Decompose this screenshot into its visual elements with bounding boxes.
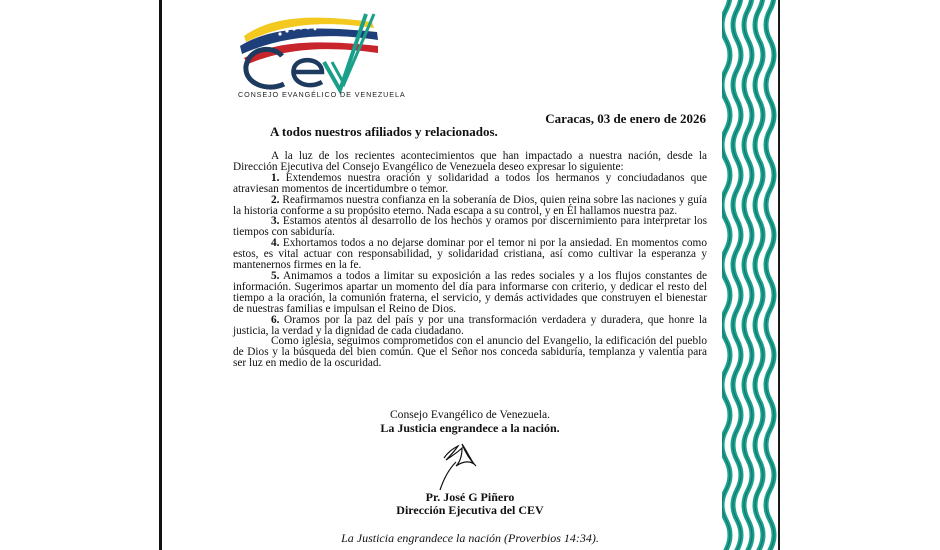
point-4 bbox=[233, 238, 707, 271]
organization-name: CONSEJO EVANGÉLICO DE VENEZUELA bbox=[238, 90, 406, 99]
signatory-role: Dirección Ejecutiva del CEV bbox=[396, 503, 544, 517]
point-number: 1. bbox=[271, 171, 280, 184]
closing-motto: La Justicia engrandece a la nación. bbox=[380, 421, 560, 435]
footer-verse: La Justicia engrandece la nación (Proverbios 14:34). bbox=[341, 531, 599, 545]
conclusion-paragraph: Como iglesia, seguimos comprometidos con el anuncio del Evangelio, la edificación del pueblo de Dios y la búsqueda del bien común. Que el Señor nos conceda sabiduría, templanza y valentía para ser luz en medio de la oscuridad. bbox=[233, 335, 707, 370]
point-number: 4. bbox=[271, 237, 280, 250]
point-number: 6. bbox=[271, 313, 280, 326]
logo-letter-e bbox=[293, 60, 322, 85]
signatory-name: Pr. José G Piñero bbox=[425, 490, 515, 504]
point-number: 5. bbox=[271, 269, 280, 282]
point-number: 2. bbox=[271, 193, 280, 206]
point-1 bbox=[233, 173, 707, 195]
point-text: Extendemos nuestra oración y solidaridad a todos los hermanos y conciudadanos que atraviesan momentos de incertidumbre o temor. bbox=[233, 171, 707, 195]
letter-body bbox=[233, 151, 707, 369]
intro-paragraph: A la luz de los recientes acontecimientos que han impactado a nuestra nación, desde la Dirección Ejecutiva del Consejo Evangélico de Venezuela deseo expresar lo siguiente: bbox=[233, 150, 707, 173]
letter-date: Caracas, 03 de enero de 2026 bbox=[545, 111, 706, 126]
point-2 bbox=[233, 195, 707, 217]
handwritten-signature bbox=[432, 440, 492, 492]
point-text: Reafirmamos nuestra confianza en la soberanía de Dios, quien reina sobre las naciones y guía la historia conforme a su propósito eterno. Nada escapa a su control, y en Él hallamos nuestra paz. bbox=[233, 193, 708, 217]
point-number: 3. bbox=[271, 215, 280, 228]
point-6 bbox=[233, 315, 707, 337]
point-text: Oramos por la paz del país y por una transformación verdadera y duradera, que honre la justicia, la verdad y la dignidad de cada ciudadano. bbox=[233, 313, 707, 337]
closing-organization: Consejo Evangélico de Venezuela. bbox=[389, 408, 551, 421]
point-text: Estamos atentos al desarrollo de los hechos y oramos por discernimiento para interpretar los tiempos con sabiduría. bbox=[233, 215, 708, 239]
point-text: Exhortamos todos a no dejarse dominar por el temor ni por la ansiedad. En momentos como estos, es vital actuar con responsabilidad, y solidaridad cristiana, así como cultivar la esperanza y mantenernos firmes en la fe. bbox=[233, 237, 707, 272]
page-right-border bbox=[778, 0, 780, 550]
letter-salutation: A todos nuestros afiliados y relacionados. bbox=[270, 124, 498, 139]
point-text: Animamos a todos a limitar su exposición a las redes sociales y a los flujos constantes de información. Sugerimos apartar un momento del día para informarse con criterio, y dedicar el resto del tiempo a la oración, la comunión fraterna, el servicio, y demás actividades que construyen el bienestar de nuestras familias e impulsan el Reino de Dios. bbox=[233, 269, 708, 315]
wave-decoration bbox=[722, 0, 778, 550]
point-5 bbox=[233, 271, 707, 315]
point-3 bbox=[233, 216, 707, 238]
page-left-border bbox=[159, 0, 162, 550]
